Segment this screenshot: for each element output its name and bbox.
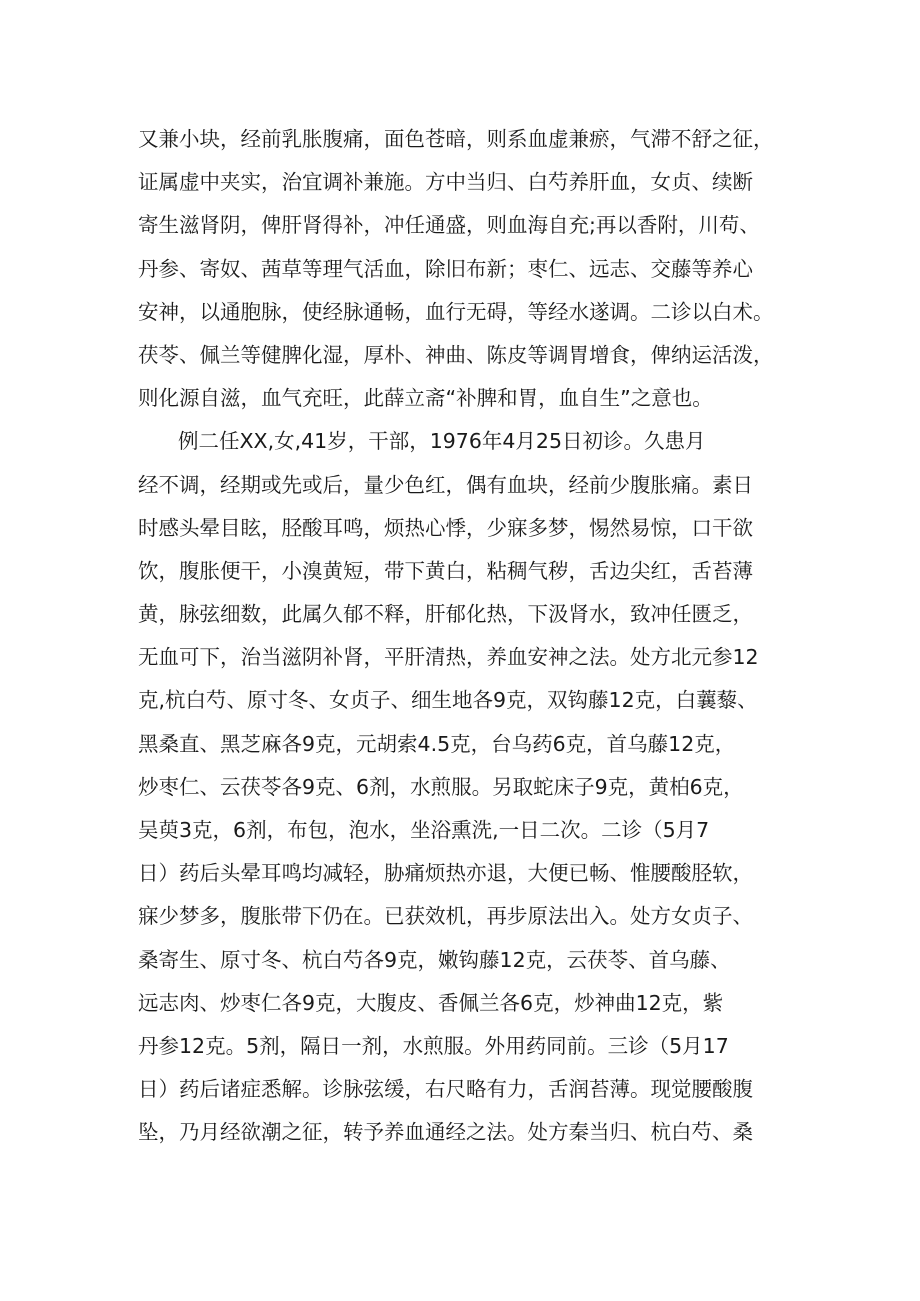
text-line: 无血可下，治当滋阴补肾，平肝清热，养血安神之法。处方北元参12 (138, 645, 759, 670)
text-line: 时感头晕目眩，胫酸耳鸣，烦热心悸，少寐多梦，惕然易惊，口干欲 (138, 515, 753, 540)
paragraph-start-line: 例二任XX,女,41岁，干部，1976年4月25日初诊。久患月 (178, 429, 706, 454)
text-line: 远志肉、炒枣仁各9克，大腹皮、香佩兰各6克，炒神曲12克，紫 (138, 990, 724, 1015)
text-line: 证属虚中夹实，治宜调补兼施。方中当归、白芍养肝血，女贞、续断 (138, 170, 753, 195)
text-line: 炒枣仁、云茯苓各9克、6剂，水煎服。另取蛇床子9克，黄柏6克， (138, 774, 744, 799)
text-line: 安神，以通胞脉，使经脉通畅，血行无碍，等经水遂调。二诊以白术。 (138, 299, 774, 324)
text-line: 日）药后诸症悉解。诊脉弦缓，右尺略有力，舌润苔薄。现觉腰酸腹 (138, 1077, 753, 1102)
text-line: 经不调，经期或先或后，量少色红，偶有血块，经前少腹胀痛。素日 (138, 472, 753, 497)
text-line: 寐少梦多，腹胀带下仍在。已获效机，再步原法出入。处方女贞子、 (138, 904, 753, 929)
text-line: 克,杭白芍、原寸冬、女贞子、细生地各9克，双钩藤12克，白蘘藜、 (138, 688, 758, 713)
text-line: 饮，腹胀便干，小溴黄短，带下黄白，粘稠气秽，舌边尖红，舌苔薄 (138, 558, 753, 583)
text-line: 又兼小块，经前乳胀腹痛，面色苍暗，则系血虚兼瘀，气滞不舒之征， (138, 127, 774, 151)
text-line: 黑桑直、黑芝麻各9克，元胡索4.5克，台乌药6克，首乌藤12克， (138, 731, 736, 756)
document-body (138, 118, 818, 1155)
text-line: 桑寄生、原寸冬、杭白芍各9克，嫩钩藤12克，云茯苓、首乌藤、 (138, 947, 731, 972)
text-line: 丹参12克。5剂，隔日一剂，水煎服。外用药同前。三诊（5月17 (138, 1033, 729, 1058)
text-line: 吴萸3克，6剂，布包，泡水，坐浴熏洗,一日二次。二诊（5月7 (138, 818, 710, 842)
text-line: 坠，乃月经欲潮之征，转予养血通经之法。处方秦当归、杭白芍、桑 (138, 1120, 753, 1145)
text-line: 茯苓、佩兰等健脾化湿，厚朴、神曲、陈皮等调胃增食，俾纳运活泼， (138, 342, 774, 367)
text-line: 日）药后头晕耳鸣均减轻，胁痛烦热亦退，大便已畅、惟腰酸胫软， (138, 861, 753, 886)
text-line: 黄，脉弦细数，此属久郁不释，肝郁化热，下汲肾水，致冲任匮乏， (138, 602, 753, 627)
text-line: 丹参、寄奴、茜草等理气活血，除旧布新；枣仁、远志、交藤等养心 (138, 256, 753, 281)
text-line: 寄生滋肾阴，俾肝肾得补，冲任通盛，则血海自充;再以香附，川苟、 (138, 213, 760, 238)
text-line: 则化源自滋，血气充旺，此薛立斋“补脾和胃，血自生”之意也。 (138, 386, 713, 411)
